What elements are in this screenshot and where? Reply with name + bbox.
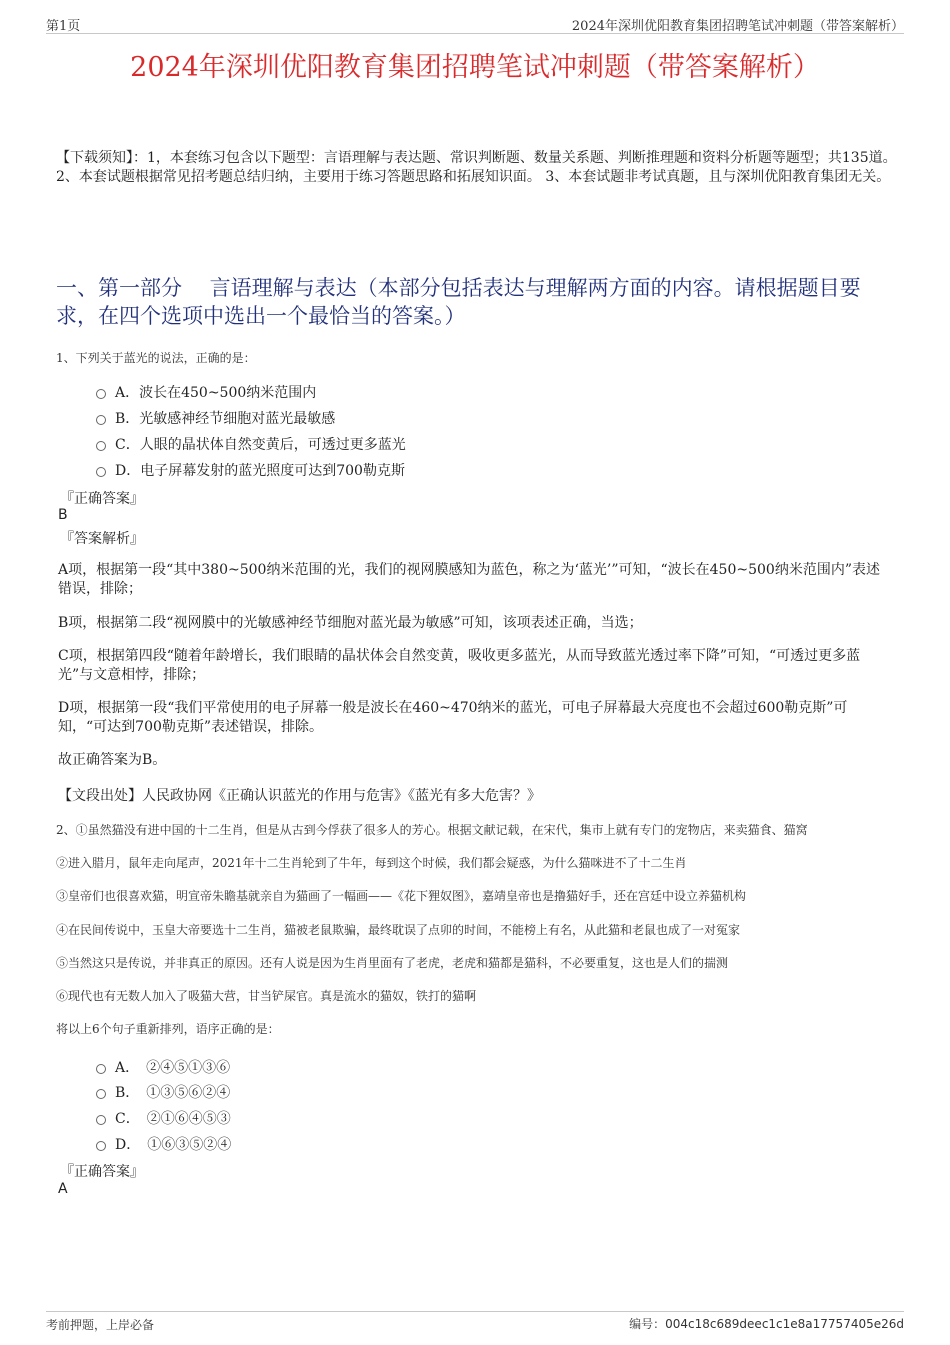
q1-option-a[interactable] xyxy=(96,382,316,402)
page-number: 第1页 xyxy=(46,19,81,34)
q1-option-d[interactable] xyxy=(96,460,405,480)
q2-sentence-2: ②进入腊月，鼠年走向尾声，2021年十二生肖轮到了牛年，每到这个时候，我们都会疑惑，为什么猫咪进不了十二生肖 xyxy=(56,856,687,870)
radio-icon[interactable] xyxy=(96,1064,106,1074)
q2-sentence-4: ④在民间传说中，玉皇大帝要选十二生肖，猫被老鼠欺骗，最终耽误了点卯的时间，不能榜上有名，从此猫和老鼠也成了一对冤家 xyxy=(56,923,741,937)
q2-sentence-3: ③皇帝们也很喜欢猫，明宣帝朱瞻基就亲自为猫画了一幅画——《花下狸奴图》，嘉靖皇帝也是撸猫好手，还在宫廷中设立养猫机构 xyxy=(56,889,747,903)
footer-code-value: 004c18c689deec1c1e8a17757405e26d xyxy=(665,1317,904,1331)
page-title: 2024年深圳优阳教育集团招聘笔试冲刺题（带答案解析） xyxy=(130,52,820,83)
q2-option-b[interactable] xyxy=(96,1082,230,1102)
option-label: D． ①⑥③⑤②④ xyxy=(115,1137,232,1153)
q1-conclusion: 故正确答案为B。 xyxy=(58,752,167,768)
q1-analysis-c: C项，根据第四段“随着年龄增长，我们眼睛的晶状体会自然变黄，吸收更多蓝光，从而导致蓝光透过率下降”可知，“可透过更多蓝光”与文意相悖，排除； xyxy=(58,648,861,683)
footer-code xyxy=(629,1315,904,1332)
q1-analysis-a: A项，根据第一段“其中380~500纳米范围的光，我们的视网膜感知为蓝色，称之为‘蓝光’”可知，“波长在450~500纳米范围内”表述错误，排除； xyxy=(58,562,880,597)
option-label: A．波长在450~500纳米范围内 xyxy=(115,385,317,401)
q2-answer-label: 『正确答案』 xyxy=(60,1164,144,1180)
q2-sentence-5: ⑤当然这只是传说，并非真正的原因。还有人说是因为生肖里面有了老虎，老虎和猫都是猫科，不必要重复，这也是人们的揣测 xyxy=(56,956,729,970)
q2-answer: A xyxy=(58,1181,68,1197)
radio-icon[interactable] xyxy=(96,1089,106,1099)
header-divider xyxy=(46,33,904,34)
q2-option-d[interactable] xyxy=(96,1134,231,1154)
q1-source: 【文段出处】人民政协网《正确认识蓝光的作用与危害》《蓝光有多大危害？》 xyxy=(58,788,541,804)
footer-code-label: 编号： xyxy=(629,1317,666,1331)
header-doc-title: 2024年深圳优阳教育集团招聘笔试冲刺题（带答案解析） xyxy=(571,19,904,34)
radio-icon[interactable] xyxy=(96,389,106,399)
option-label: D．电子屏幕发射的蓝光照度可达到700勒克斯 xyxy=(115,463,405,479)
option-label: C．人眼的晶状体自然变黄后，可透过更多蓝光 xyxy=(115,437,406,453)
question-1-stem: 1、下列关于蓝光的说法，正确的是： xyxy=(56,351,256,365)
q1-analysis-label: 『答案解析』 xyxy=(60,531,144,547)
radio-icon[interactable] xyxy=(96,467,106,477)
q1-answer: B xyxy=(58,507,68,523)
question-2-stem: 将以上6个句子重新排列，语序正确的是： xyxy=(56,1022,280,1036)
q2-sentence-6: ⑥现代也有无数人加入了吸猫大营，甘当铲屎官。真是流水的猫奴，铁打的猫啊 xyxy=(56,989,477,1003)
q1-analysis-b: B项，根据第二段“视网膜中的光敏感神经节细胞对蓝光最为敏感”可知，该项表述正确，当选； xyxy=(58,615,643,631)
section-heading: 一、第一部分 言语理解与表达（本部分包括表达与理解两方面的内容。请根据题目要求，在四个选项中选出一个最恰当的答案。） xyxy=(56,276,861,328)
footer-slogan: 考前押题，上岸必备 xyxy=(46,1318,155,1332)
option-label: B． ①③⑤⑥②④ xyxy=(115,1085,231,1101)
option-label: C． ②①⑥④⑤③ xyxy=(115,1111,231,1127)
radio-icon[interactable] xyxy=(96,1141,106,1151)
q1-analysis-d: D项，根据第一段“我们平常使用的电子屏幕一般是波长在460~470纳米的蓝光，可电子屏幕最大亮度也不会超过600勒克斯”可知，“可达到700勒克斯”表述错误，排除。 xyxy=(58,700,848,735)
download-notice: 【下载须知】：1，本套练习包含以下题型：言语理解与表达题、常识判断题、数量关系题、判断推理题和资料分析题等题型；共135道。 2、本套试题根据常见招考题总结归纳，主要用于练习答题思路和拓展知识面。 3、本套试题非考试真题，且与深圳优阳教育集团无关。 xyxy=(56,150,897,185)
q1-answer-label: 『正确答案』 xyxy=(60,491,144,507)
option-label: B．光敏感神经节细胞对蓝光最敏感 xyxy=(115,411,336,427)
radio-icon[interactable] xyxy=(96,415,106,425)
q2-option-c[interactable] xyxy=(96,1108,231,1128)
footer-divider xyxy=(46,1311,904,1312)
q1-option-b[interactable] xyxy=(96,408,335,428)
radio-icon[interactable] xyxy=(96,1115,106,1125)
q1-option-c[interactable] xyxy=(96,434,406,454)
radio-icon[interactable] xyxy=(96,441,106,451)
option-label: A． ②④⑤①③⑥ xyxy=(115,1060,231,1076)
q2-option-a[interactable] xyxy=(96,1057,230,1077)
q2-sentence-1: 2、①虽然猫没有进中国的十二生肖，但是从古到今俘获了很多人的芳心。根据文献记载，在宋代，集市上就有专门的宠物店，来卖猫食、猫窝 xyxy=(56,823,808,837)
